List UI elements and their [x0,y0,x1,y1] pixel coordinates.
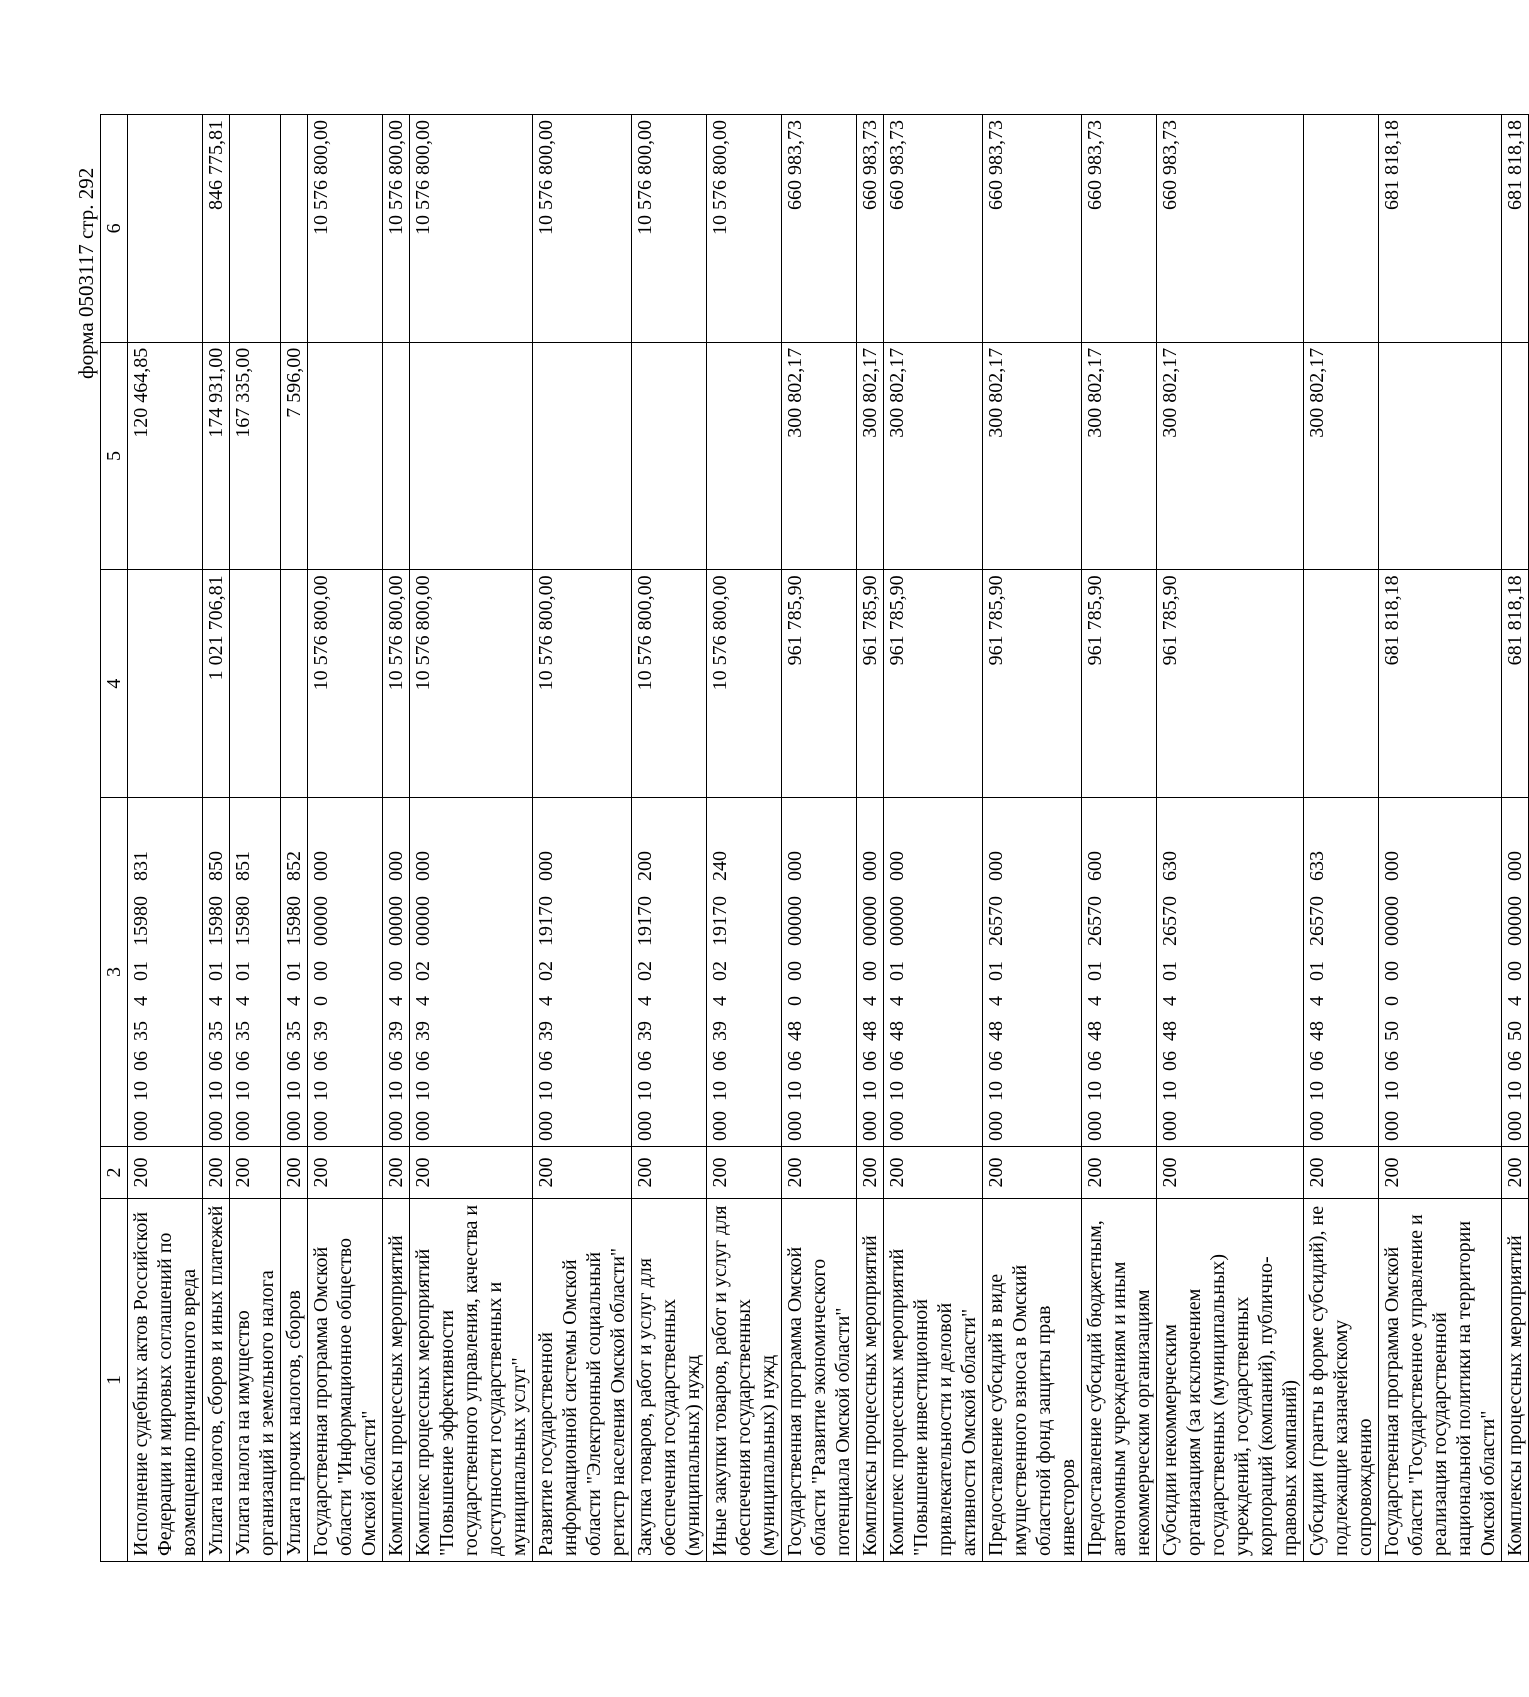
row-name-cell: Уплата налогов, сборов и иных платежей [203,1199,230,1562]
row-approved-cell: 961 785,90 [1157,570,1304,798]
row-executed-cell: 7 596,00 [281,342,308,570]
row-unexecuted-cell: 10 576 800,00 [308,115,383,343]
row-executed-cell [410,342,533,570]
row-approved-cell: 961 785,90 [782,570,857,798]
row-name-cell: Комплексы процессных мероприятий [1502,1199,1529,1562]
row-unexecuted-cell [281,115,308,343]
row-name-cell: Предоставление субсидий в виде имущественного взноса в Омский областной фонд защиты прав инвесторов [983,1199,1082,1562]
row-executed-cell: 300 802,17 [1157,342,1304,570]
row-name-cell: Исполнение судебных актов Российской Федерации и мировых соглашений по возмещению причиненного вреда [128,1199,203,1562]
row-executed-cell: 174 931,00 [203,342,230,570]
row-executed-cell: 300 802,17 [1082,342,1157,570]
row-executed-cell: 300 802,17 [782,342,857,570]
column-header-5: 5 [101,342,128,570]
row-line-code-cell: 200 [983,1147,1082,1199]
table-row [533,115,632,1562]
row-budget-code-cell: 000 10 06 48 4 01 26570 000 [983,798,1082,1147]
row-budget-code-cell: 000 10 06 35 4 01 15980 831 [128,798,203,1147]
table-row [782,115,857,1562]
row-name-cell: Государственная программа Омской области "Развитие экономического потенциала Омской области" [782,1199,857,1562]
row-line-code-cell: 200 [533,1147,632,1199]
table-row [1304,115,1379,1562]
row-unexecuted-cell: 660 983,73 [782,115,857,343]
table-row [1379,115,1502,1562]
table-row [857,115,884,1562]
row-name-cell: Уплата прочих налогов, сборов [281,1199,308,1562]
row-executed-cell: 167 335,00 [230,342,281,570]
row-approved-cell [230,570,281,798]
row-approved-cell: 10 576 800,00 [707,570,782,798]
row-name-cell: Комплексы процессных мероприятий [383,1199,410,1562]
row-unexecuted-cell: 660 983,73 [884,115,983,343]
row-executed-cell: 300 802,17 [983,342,1082,570]
row-budget-code-cell: 000 10 06 50 0 00 00000 000 [1379,798,1502,1147]
row-approved-cell: 10 576 800,00 [383,570,410,798]
row-approved-cell: 681 818,18 [1502,570,1529,798]
column-header-6: 6 [101,115,128,343]
column-header-4: 4 [101,570,128,798]
row-line-code-cell: 200 [383,1147,410,1199]
row-budget-code-cell: 000 10 06 39 4 00 00000 000 [383,798,410,1147]
row-name-cell: Комплексы процессных мероприятий [857,1199,884,1562]
row-name-cell: Комплекс процессных мероприятий "Повышение эффективности государственного управления, качества и доступности государственных и муниципальных услуг" [410,1199,533,1562]
row-approved-cell: 10 576 800,00 [533,570,632,798]
column-header-3: 3 [101,798,128,1147]
form-reference: форма 0503117 стр. 292 [74,167,98,379]
row-executed-cell: 300 802,17 [884,342,983,570]
row-budget-code-cell: 000 10 06 48 0 00 00000 000 [782,798,857,1147]
row-line-code-cell: 200 [281,1147,308,1199]
table-row [203,115,230,1562]
row-executed-cell [383,342,410,570]
row-unexecuted-cell: 660 983,73 [1082,115,1157,343]
row-approved-cell: 10 576 800,00 [632,570,707,798]
row-executed-cell [1502,342,1529,570]
row-line-code-cell: 200 [203,1147,230,1199]
row-approved-cell [128,570,203,798]
row-approved-cell [1304,570,1379,798]
row-name-cell: Комплекс процессных мероприятий "Повышение инвестиционной привлекательности и деловой активности Омской области" [884,1199,983,1562]
row-approved-cell: 10 576 800,00 [308,570,383,798]
row-approved-cell: 1 021 706,81 [203,570,230,798]
table-row [1502,115,1529,1562]
row-budget-code-cell: 000 10 06 48 4 01 26570 633 [1304,798,1379,1147]
row-line-code-cell: 200 [632,1147,707,1199]
table-row [308,115,383,1562]
row-approved-cell: 681 818,18 [1379,570,1502,798]
column-header-2: 2 [101,1147,128,1199]
row-budget-code-cell: 000 10 06 39 4 02 19170 000 [533,798,632,1147]
row-executed-cell [308,342,383,570]
row-budget-code-cell: 000 10 06 39 4 02 00000 000 [410,798,533,1147]
row-unexecuted-cell: 10 576 800,00 [533,115,632,343]
row-line-code-cell: 200 [857,1147,884,1199]
row-executed-cell: 300 802,17 [1304,342,1379,570]
row-budget-code-cell: 000 10 06 48 4 01 00000 000 [884,798,983,1147]
row-executed-cell: 120 464,85 [128,342,203,570]
row-executed-cell [632,342,707,570]
budget-report-table [100,114,1529,1562]
row-budget-code-cell: 000 10 06 50 4 00 00000 000 [1502,798,1529,1147]
table-row [1157,115,1304,1562]
row-unexecuted-cell [1304,115,1379,343]
table-row [707,115,782,1562]
row-name-cell: Иные закупки товаров, работ и услуг для обеспечения государственных (муниципальных) нужд [707,1199,782,1562]
column-header-row [101,115,128,1562]
row-unexecuted-cell: 10 576 800,00 [632,115,707,343]
row-budget-code-cell: 000 10 06 39 4 02 19170 240 [707,798,782,1147]
row-approved-cell: 10 576 800,00 [410,570,533,798]
row-budget-code-cell: 000 10 06 35 4 01 15980 851 [230,798,281,1147]
table-row [281,115,308,1562]
row-line-code-cell: 200 [1304,1147,1379,1199]
row-budget-code-cell: 000 10 06 39 4 02 19170 200 [632,798,707,1147]
row-unexecuted-cell: 10 576 800,00 [410,115,533,343]
row-budget-code-cell: 000 10 06 39 0 00 00000 000 [308,798,383,1147]
table-row [230,115,281,1562]
row-line-code-cell: 200 [230,1147,281,1199]
row-name-cell: Государственная программа Омской области "Информационное общество Омской области" [308,1199,383,1562]
row-executed-cell [533,342,632,570]
row-name-cell: Субсидии (гранты в форме субсидий), не подлежащие казначейскому сопровождению [1304,1199,1379,1562]
row-line-code-cell: 200 [1379,1147,1502,1199]
row-line-code-cell: 200 [1082,1147,1157,1199]
row-unexecuted-cell: 660 983,73 [983,115,1082,343]
row-budget-code-cell: 000 10 06 48 4 01 26570 630 [1157,798,1304,1147]
row-approved-cell: 961 785,90 [983,570,1082,798]
table-row [632,115,707,1562]
row-executed-cell [1379,342,1502,570]
row-budget-code-cell: 000 10 06 48 4 00 00000 000 [857,798,884,1147]
row-name-cell: Закупка товаров, работ и услуг для обеспечения государственных (муниципальных) нужд [632,1199,707,1562]
table-row [128,115,203,1562]
row-unexecuted-cell: 10 576 800,00 [707,115,782,343]
column-header-1: 1 [101,1199,128,1562]
row-unexecuted-cell [230,115,281,343]
table-row [410,115,533,1562]
row-name-cell: Предоставление субсидий бюджетным, автономным учреждениям и иным некоммерческим организациям [1082,1199,1157,1562]
row-unexecuted-cell: 846 775,81 [203,115,230,343]
row-name-cell: Государственная программа Омской области "Государственное управление и реализация государственной национальной политики на территории Омской области" [1379,1199,1502,1562]
row-approved-cell: 961 785,90 [1082,570,1157,798]
row-budget-code-cell: 000 10 06 35 4 01 15980 852 [281,798,308,1147]
row-budget-code-cell: 000 10 06 48 4 01 26570 600 [1082,798,1157,1147]
row-line-code-cell: 200 [128,1147,203,1199]
row-line-code-cell: 200 [1157,1147,1304,1199]
row-unexecuted-cell: 681 818,18 [1379,115,1502,343]
table-row [884,115,983,1562]
row-unexecuted-cell: 10 576 800,00 [383,115,410,343]
row-name-cell: Развитие государственной информационной системы Омской области "Электронный социальный регистр населения Омской области" [533,1199,632,1562]
row-executed-cell: 300 802,17 [857,342,884,570]
row-name-cell: Субсидии некоммерческим организациям (за исключением государственных (муниципальных) учреждений, государственных корпораций (компаний), публично-правовых компаний) [1157,1199,1304,1562]
row-executed-cell [707,342,782,570]
row-line-code-cell: 200 [410,1147,533,1199]
row-name-cell: Уплата налога на имущество организаций и земельного налога [230,1199,281,1562]
row-line-code-cell: 200 [707,1147,782,1199]
table-row [383,115,410,1562]
row-unexecuted-cell [128,115,203,343]
row-line-code-cell: 200 [884,1147,983,1199]
table-row [983,115,1082,1562]
row-line-code-cell: 200 [308,1147,383,1199]
row-unexecuted-cell: 660 983,73 [1157,115,1304,343]
row-approved-cell: 961 785,90 [884,570,983,798]
row-approved-cell: 961 785,90 [857,570,884,798]
row-budget-code-cell: 000 10 06 35 4 01 15980 850 [203,798,230,1147]
row-approved-cell [281,570,308,798]
row-line-code-cell: 200 [1502,1147,1529,1199]
row-unexecuted-cell: 660 983,73 [857,115,884,343]
row-unexecuted-cell: 681 818,18 [1502,115,1529,343]
report-body [128,115,1529,1562]
table-row [1082,115,1157,1562]
row-line-code-cell: 200 [782,1147,857,1199]
